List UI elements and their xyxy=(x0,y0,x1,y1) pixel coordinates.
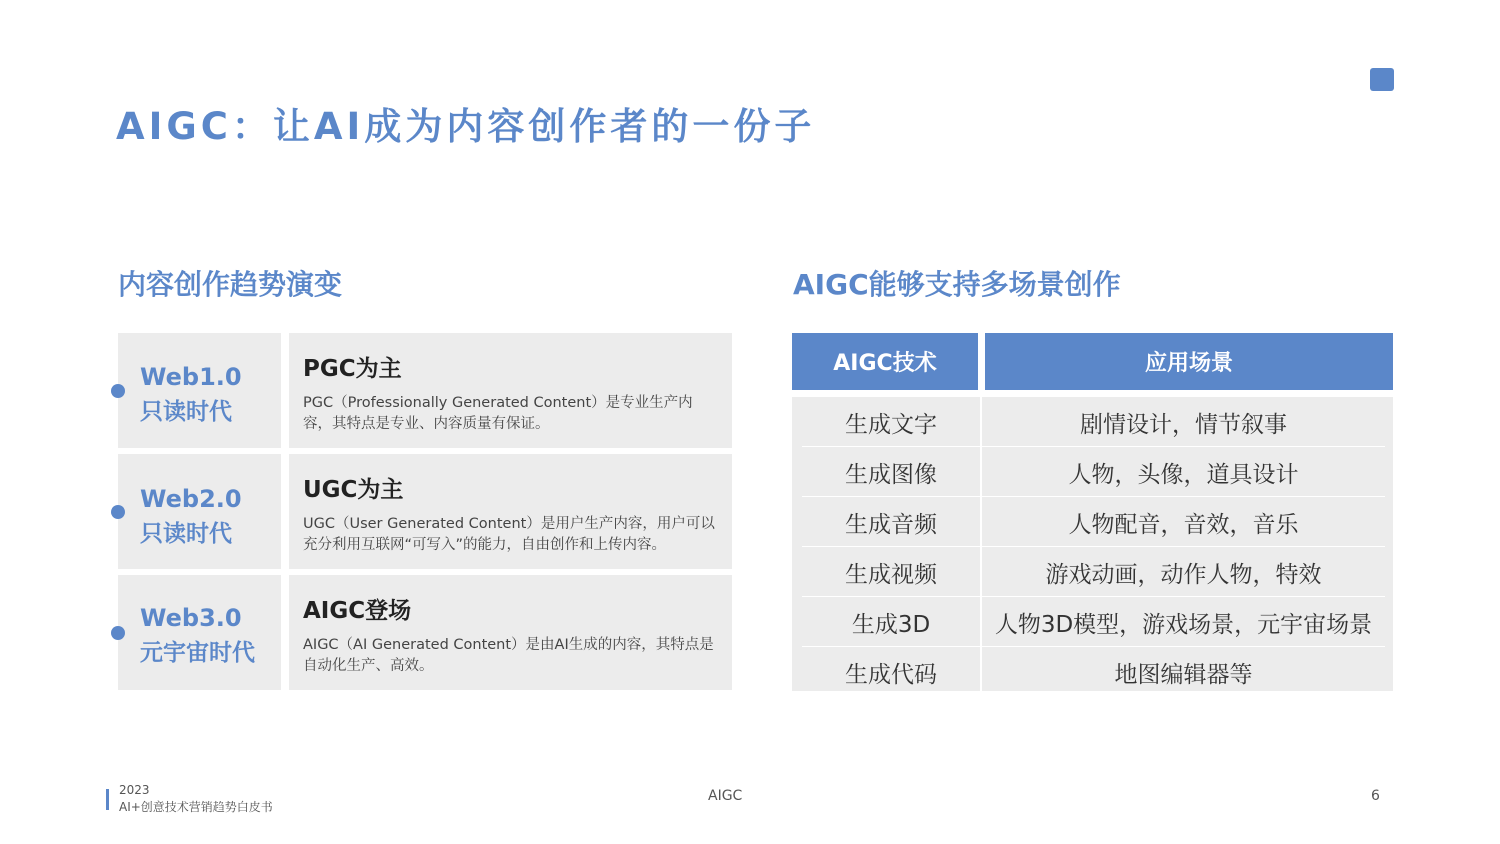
era-version: Web3.0 xyxy=(140,604,242,632)
trend-row-web2 xyxy=(118,454,732,569)
footer-accent-bar xyxy=(106,789,109,810)
trend-row-web3 xyxy=(118,575,732,690)
footer-topic: AIGC xyxy=(708,788,743,804)
table-header-technology: AIGC技术 xyxy=(792,333,978,390)
description-box xyxy=(289,575,732,690)
era-name: 元宇宙时代 xyxy=(140,640,255,666)
table-cell-technology: 生成文字 xyxy=(845,411,937,438)
bullet-dot xyxy=(111,626,125,640)
table-cell-scenario: 人物，头像，道具设计 xyxy=(1068,461,1299,488)
table-row xyxy=(802,447,1385,497)
page-title: AIGC：让AI成为内容创作者的一份子 xyxy=(116,105,816,148)
era-version: Web2.0 xyxy=(140,485,242,513)
era-name: 只读时代 xyxy=(140,521,232,547)
trend-row-web1 xyxy=(118,333,732,448)
bullet-dot xyxy=(111,505,125,519)
era-name: 只读时代 xyxy=(140,399,232,425)
table-body xyxy=(792,397,1393,691)
table-cell-scenario: 剧情设计，情节叙事 xyxy=(1080,411,1287,438)
table-cell-technology: 生成代码 xyxy=(845,661,937,688)
table-row xyxy=(802,597,1385,647)
description-box xyxy=(289,333,732,448)
era-box xyxy=(118,575,281,690)
description-heading: UGC为主 xyxy=(303,477,404,503)
table-cell-technology: 生成视频 xyxy=(845,561,937,588)
era-version: Web1.0 xyxy=(140,363,242,391)
description-text: UGC（User Generated Content）是用户生产内容，用户可以充分利用互联网“可写入”的能力，自由创作和上传内容。 xyxy=(303,516,715,553)
table-row xyxy=(802,397,1385,447)
scenario-table xyxy=(792,333,1393,691)
table-cell-scenario: 人物配音，音效，音乐 xyxy=(1068,511,1299,538)
table-cell-scenario: 地图编辑器等 xyxy=(1114,661,1253,688)
table-cell-technology: 生成3D xyxy=(851,611,931,638)
table-header-scenario: 应用场景 xyxy=(985,333,1393,390)
era-box xyxy=(118,333,281,448)
bullet-dot xyxy=(111,384,125,398)
table-cell-scenario: 游戏动画，动作人物，特效 xyxy=(1045,561,1322,588)
description-text: PGC（Professionally Generated Content）是专业生产内容，其特点是专业、内容质量有保证。 xyxy=(303,395,693,432)
table-cell-technology: 生成音频 xyxy=(845,511,937,538)
page-number: 6 xyxy=(1371,788,1380,804)
era-box xyxy=(118,454,281,569)
description-box xyxy=(289,454,732,569)
table-cell-scenario: 人物3D模型，游戏场景，元宇宙场景 xyxy=(994,611,1373,638)
description-heading: PGC为主 xyxy=(303,356,402,382)
table-row xyxy=(802,647,1385,697)
footer-book-title: AI+创意技术营销趋势白皮书 xyxy=(119,800,273,814)
table-cell-technology: 生成图像 xyxy=(845,461,937,488)
corner-square-decoration xyxy=(1370,68,1394,91)
description-heading: AIGC登场 xyxy=(303,598,412,624)
table-row xyxy=(802,497,1385,547)
trend-section-title: 内容创作趋势演变 xyxy=(118,268,343,301)
scenario-section-title: AIGC能够支持多场景创作 xyxy=(793,268,1121,301)
description-text: AIGC（AI Generated Content）是由AI生成的内容，其特点是自动化生产、高效。 xyxy=(303,637,714,674)
table-row xyxy=(802,547,1385,597)
footer-year: 2023 xyxy=(119,783,150,797)
